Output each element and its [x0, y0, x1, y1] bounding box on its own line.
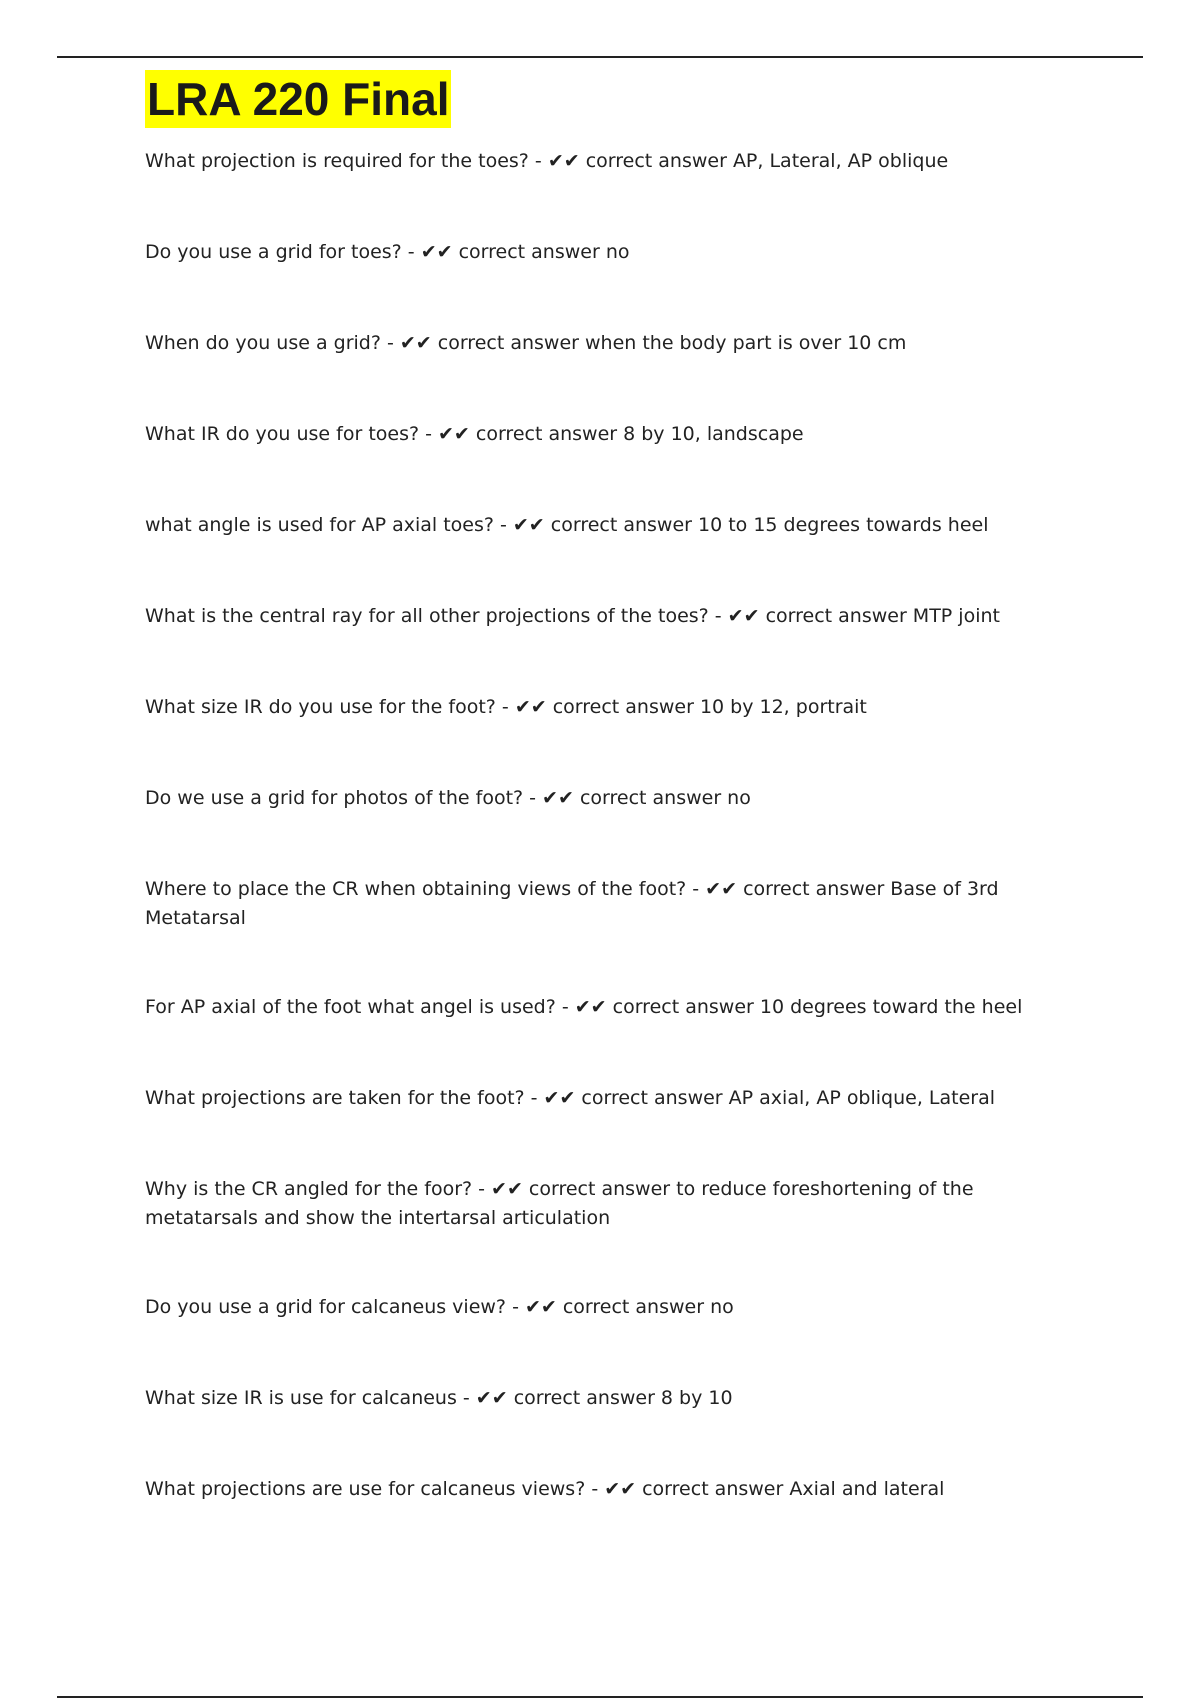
question-text: What size IR is use for calcaneus — [145, 1387, 457, 1409]
answer-marker: - ✔✔ correct answer — [523, 787, 728, 809]
question-text: Do you use a grid for calcaneus view? — [145, 1296, 507, 1318]
answer-text: 10 by 12, portrait — [699, 696, 867, 718]
qa-item — [145, 1293, 1055, 1322]
question-text: Where to place the CR when obtaining views of the foot? — [145, 878, 687, 900]
question-text: What size IR do you use for the foot? — [145, 696, 496, 718]
question-text: what angle is used for AP axial toes? — [145, 514, 494, 536]
answer-marker: - ✔✔ correct answer — [495, 696, 700, 718]
question-text: What projection is required for the toes? — [145, 150, 529, 172]
qa-item — [145, 993, 1055, 1022]
qa-item — [145, 238, 1055, 267]
answer-text: AP, Lateral, AP oblique — [732, 150, 949, 172]
qa-item — [145, 147, 1055, 176]
qa-item — [145, 875, 1055, 933]
question-text: Do you use a grid for toes? — [145, 241, 402, 263]
qa-item — [145, 1384, 1055, 1413]
answer-text: AP axial, AP oblique, Lateral — [728, 1087, 996, 1109]
qa-item — [145, 784, 1055, 813]
answer-marker: - ✔✔ correct answer — [528, 150, 733, 172]
answer-text: no — [727, 787, 751, 809]
question-text: Why is the CR angled for the foor? — [145, 1178, 473, 1200]
question-text: What projections are use for calcaneus views? — [145, 1478, 586, 1500]
answer-marker: - ✔✔ correct answer — [472, 1178, 677, 1200]
qa-item — [145, 329, 1055, 358]
question-text: Do we use a grid for photos of the foot? — [145, 787, 524, 809]
question-text: What IR do you use for toes? — [145, 423, 420, 445]
answer-marker: - ✔✔ correct answer — [401, 241, 606, 263]
answer-marker: - ✔✔ correct answer — [686, 878, 891, 900]
answer-marker: - ✔✔ correct answer — [585, 1478, 790, 1500]
bottom-rule — [57, 1696, 1143, 1698]
answer-marker: - ✔✔ correct answer — [380, 332, 585, 354]
document-body — [145, 70, 1055, 1566]
answer-marker: - ✔✔ correct answer — [708, 605, 913, 627]
question-text: For AP axial of the foot what angel is used? — [145, 996, 556, 1018]
answer-marker: - ✔✔ correct answer — [419, 423, 624, 445]
answer-marker: - ✔✔ correct answer — [456, 1387, 661, 1409]
answer-marker: - ✔✔ correct answer — [524, 1087, 729, 1109]
document-title: LRA 220 Final — [145, 70, 451, 128]
question-text: When do you use a grid? — [145, 332, 381, 354]
question-text: What is the central ray for all other projections of the toes? — [145, 605, 709, 627]
answer-text: 10 to 15 degrees towards heel — [698, 514, 989, 536]
qa-item — [145, 1475, 1055, 1504]
answer-text: 8 by 10, landscape — [623, 423, 804, 445]
question-text: What projections are taken for the foot? — [145, 1087, 525, 1109]
answer-text: Axial and lateral — [789, 1478, 945, 1500]
qa-item — [145, 420, 1055, 449]
answer-text: 10 degrees toward the heel — [759, 996, 1023, 1018]
answer-text: no — [605, 241, 630, 263]
qa-item — [145, 1175, 1055, 1233]
answer-text: when the body part is over 10 cm — [584, 332, 907, 354]
answer-marker: - ✔✔ correct answer — [555, 996, 760, 1018]
qa-item — [145, 1084, 1055, 1113]
answer-text: MTP joint — [912, 605, 1000, 627]
qa-item — [145, 602, 1055, 631]
top-rule — [57, 56, 1143, 58]
answer-text: Base of 3rd Metatarsal — [145, 878, 999, 929]
answer-marker: - ✔✔ correct answer — [493, 514, 698, 536]
qa-item — [145, 693, 1055, 722]
answer-text: 8 by 10 — [660, 1387, 733, 1409]
answer-text: to reduce foreshortening of the metatarsals and show the intertarsal articulation — [145, 1178, 974, 1229]
answer-marker: - ✔✔ correct answer — [506, 1296, 711, 1318]
answer-text: no — [710, 1296, 734, 1318]
qa-item — [145, 511, 1055, 540]
